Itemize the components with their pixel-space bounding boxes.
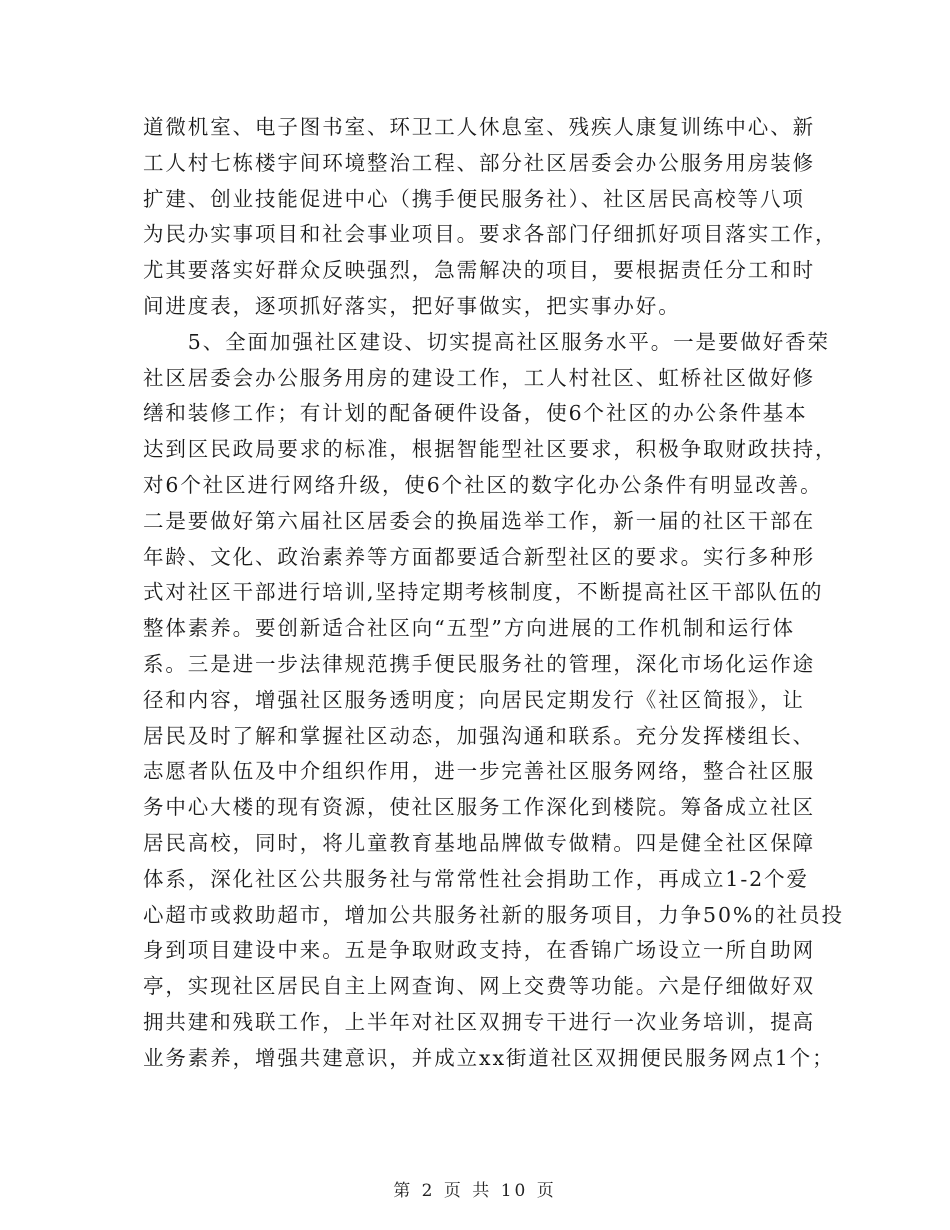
text-line: 二是要做好第六届社区居委会的换届选举工作，新一届的社区干部在 xyxy=(143,508,815,533)
text-line: 务中心大楼的现有资源，使社区服务工作深化到楼院。筹备成立社区 xyxy=(143,795,815,820)
text-line: 年龄、文化、政治素养等方面都要适合新型社区的要求。实行多种形 xyxy=(143,544,815,569)
text-line: 尤其要落实好群众反映强烈，急需解决的项目，要根据责任分工和时 xyxy=(143,258,815,283)
text-line: 体系，深化社区公共服务社与常常性社会捐助工作，再成立1-2个爱 xyxy=(143,866,809,891)
text-line: 整体素养。要创新适合社区向“五型”方向进展的工作机制和运行体 xyxy=(143,616,795,641)
text-line: 社区居委会办公服务用房的建设工作，工人村社区、虹桥社区做好修 xyxy=(143,365,815,390)
text-line: 间进度表，逐项抓好落实，把好事做实，把实事办好。 xyxy=(143,293,681,318)
text-line: 身到项目建设中来。五是争取财政支持，在香锦广场设立一所自助网 xyxy=(143,938,815,963)
text-line: 5、全面加强社区建设、切实提高社区服务水平。一是要做好香荣 xyxy=(143,329,830,354)
text-line: 拥共建和残联工作，上半年对社区双拥专干进行一次业务培训，提高 xyxy=(143,1009,815,1034)
text-line: 居民及时了解和掌握社区动态，加强沟通和联系。充分发挥楼组长、 xyxy=(143,723,815,748)
text-line: 缮和装修工作；有计划的配备硬件设备，使6个社区的办公条件基本 xyxy=(143,401,808,426)
text-line: 工人村七栋楼宇间环境整治工程、部分社区居委会办公服务用房装修 xyxy=(143,150,815,175)
text-line: 达到区民政局要求的标准，根据智能型社区要求，积极争取财政扶持， xyxy=(143,437,838,462)
text-line: 扩建、创业技能促进中心（携手便民服务社）、社区居民高校等八项 xyxy=(143,186,805,211)
text-line: 业务素养，增强共建意识，并成立xx街道社区双拥便民服务网点1个； xyxy=(143,1045,835,1070)
text-line: 系。三是进一步法律规范携手便民服务社的管理，深化市场化运作途 xyxy=(143,651,815,676)
text-line: 心超市或救助超市，增加公共服务社新的服务项目，力争50%的社员投 xyxy=(143,902,844,927)
text-line: 亭，实现社区居民自主上网查询、网上交费等功能。六是仔细做好双 xyxy=(143,974,815,999)
text-line: 式对社区干部进行培训,坚持定期考核制度，不断提高社区干部队伍的 xyxy=(143,580,824,605)
text-line: 道微机室、电子图书室、环卫工人休息室、残疾人康复训练中心、新 xyxy=(143,115,815,139)
document-body xyxy=(143,110,844,1077)
text-line: 志愿者队伍及中介组织作用，进一步完善社区服务网络，整合社区服 xyxy=(143,759,815,784)
text-line: 为民办实事项目和社会事业项目。要求各部门仔细抓好项目落实工作， xyxy=(143,222,838,247)
text-line: 径和内容，增强社区服务透明度；向居民定期发行《社区简报》，让 xyxy=(143,687,805,712)
text-line: 居民高校，同时，将儿童教育基地品牌做专做精。四是健全社区保障 xyxy=(143,830,815,855)
text-line: 对6个社区进行网络升级，使6个社区的数字化办公条件有明显改善。 xyxy=(143,472,823,497)
page-number-footer: 第 2 页 共 10 页 xyxy=(393,1181,557,1201)
